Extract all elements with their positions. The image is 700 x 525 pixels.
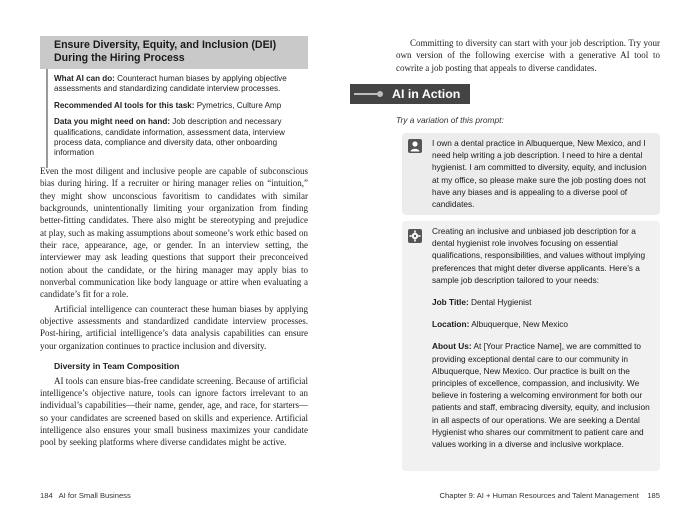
right-folio xyxy=(440,491,660,500)
section-title: AI in Action xyxy=(392,87,461,101)
intro-paragraph: Committing to diversity can start with your job description. Try your own version of the following exercise with a generative AI tool to cowrite a job posting that appeals to diverse candidates. xyxy=(396,38,660,73)
what-ai-can-do xyxy=(54,74,308,95)
location-value: Albuquerque, New Mexico xyxy=(471,319,569,330)
sidebar-title-line2: During the Hiring Process xyxy=(54,52,185,64)
about-text: At [Your Practice Name], we are committed to providing exceptional dental care to our community in Albuquerque, New Mexico. Our practice is built on the principles of excellence, compassion, and inclusivity. We believe in fostering a welcoming environment for both our patients and staff, embracing diversity, equity, and inclusion in all aspects of our operations. We are seeking a Dental Hygienist who shares our commitment to patient care and values working in a diverse and inclusive workplace. xyxy=(432,341,650,450)
job-title-label: Job Title: xyxy=(432,297,469,308)
recommended-tools xyxy=(54,101,308,111)
prompt-text: I own a dental practice in Albuquerque, New Mexico, and I need help writing a job description. I need to hire a dental hygienist. I am committed to diversity, equity, and inclusion at my office, so please make sure the job posting does not have any biases and is appealing to a diverse pool of candidates. xyxy=(432,138,647,210)
page-number: 184 xyxy=(40,491,53,500)
what-text: Counteract human biases by applying objective assessments and standardizing candidate interview processes. xyxy=(54,74,287,94)
right-page xyxy=(350,0,700,525)
dei-sidebar-box xyxy=(40,36,308,168)
tools-text: Pymetrics, Culture Amp xyxy=(196,100,282,110)
paragraph-1: Even the most diligent and inclusive people are capable of subconscious bias during hiring. If a recruiter or hiring manager relies on “intuition,” they might show unconscious favoritism to candidates with similar backgrounds, unintentionally limiting your organization from finding better-fitting candidates. There also might be stereotyping and prejudice at play, such as making assumptions about someone’s work ethic based on their race, appearance, age, or gender. In an interview setting, the interviewer may ask leading questions that support their preconceived notion about the candidate, or the hiring manager may apply bias to nonverbal communication like body language or attire when evaluating a candidate’s fit for a role. xyxy=(40,166,308,300)
job-title-value: Dental Hygienist xyxy=(471,297,532,308)
response-text-wrap xyxy=(432,225,650,456)
sidebar-body xyxy=(46,69,308,168)
ai-in-action-banner xyxy=(350,84,470,104)
about-us-paragraph xyxy=(432,340,650,450)
paragraph-3: AI tools can ensure bias-free candidate screening. Because of artificial intelligence’s objective nature, tools can ignore factors irrelevant to an individual’s capabilities—their name, gender, age, and race, for starters—so your candidates are screened based on skills and experience. Artificial intelligence also ensures your small business maximizes your candidate pool by seeking platforms where diverse candidates might be active. xyxy=(40,375,308,448)
gear-icon xyxy=(408,229,422,243)
left-folio xyxy=(40,491,131,500)
page-number: 185 xyxy=(647,491,660,500)
what-label: What AI can do: xyxy=(54,74,115,83)
location-line xyxy=(432,318,650,330)
user-icon xyxy=(408,139,422,153)
tools-label: Recommended AI tools for this task: xyxy=(54,100,195,110)
data-on-hand xyxy=(54,117,308,159)
sidebar-title xyxy=(40,36,308,69)
book-title: AI for Small Business xyxy=(58,491,131,500)
left-body-text xyxy=(40,165,308,449)
right-intro xyxy=(396,37,660,74)
banner-dot xyxy=(377,91,383,97)
response-bubble xyxy=(402,221,660,471)
sidebar-title-line1: Ensure Diversity, Equity, and Inclusion (DEI) xyxy=(54,39,277,51)
paragraph-2: Artificial intelligence can counteract these human biases by applying objective assessments and standardized candidate interview processes. Post-hiring, artificial intelligence’s data analysis capabilities can ensure your organization continues to practice inclusion and diversity. xyxy=(40,303,308,351)
job-title-line xyxy=(432,296,650,308)
about-label: About Us: xyxy=(432,341,472,352)
banner-line xyxy=(354,93,378,95)
prompt-text-wrap xyxy=(432,137,650,216)
response-intro: Creating an inclusive and unbiased job description for a dental hygienist role involves focusing on essential qualifications, responsibilities, and values without implying preferences that might deter diverse applicants. Here’s a sample job description tailored to your needs: xyxy=(432,226,646,285)
data-text: Job description and necessary qualifications, candidate information, assessment data, interview process data, compliance and diversity data, other onboarding information xyxy=(54,117,285,158)
subheading-diversity: Diversity in Team Composition xyxy=(54,361,180,372)
chapter-title: Chapter 9: AI + Human Resources and Talent Management xyxy=(439,491,639,500)
prompt-bubble xyxy=(402,133,660,215)
try-variation-label: Try a variation of this prompt: xyxy=(396,115,504,125)
location-label: Location: xyxy=(432,319,470,330)
data-label: Data you might need on hand: xyxy=(54,117,171,127)
